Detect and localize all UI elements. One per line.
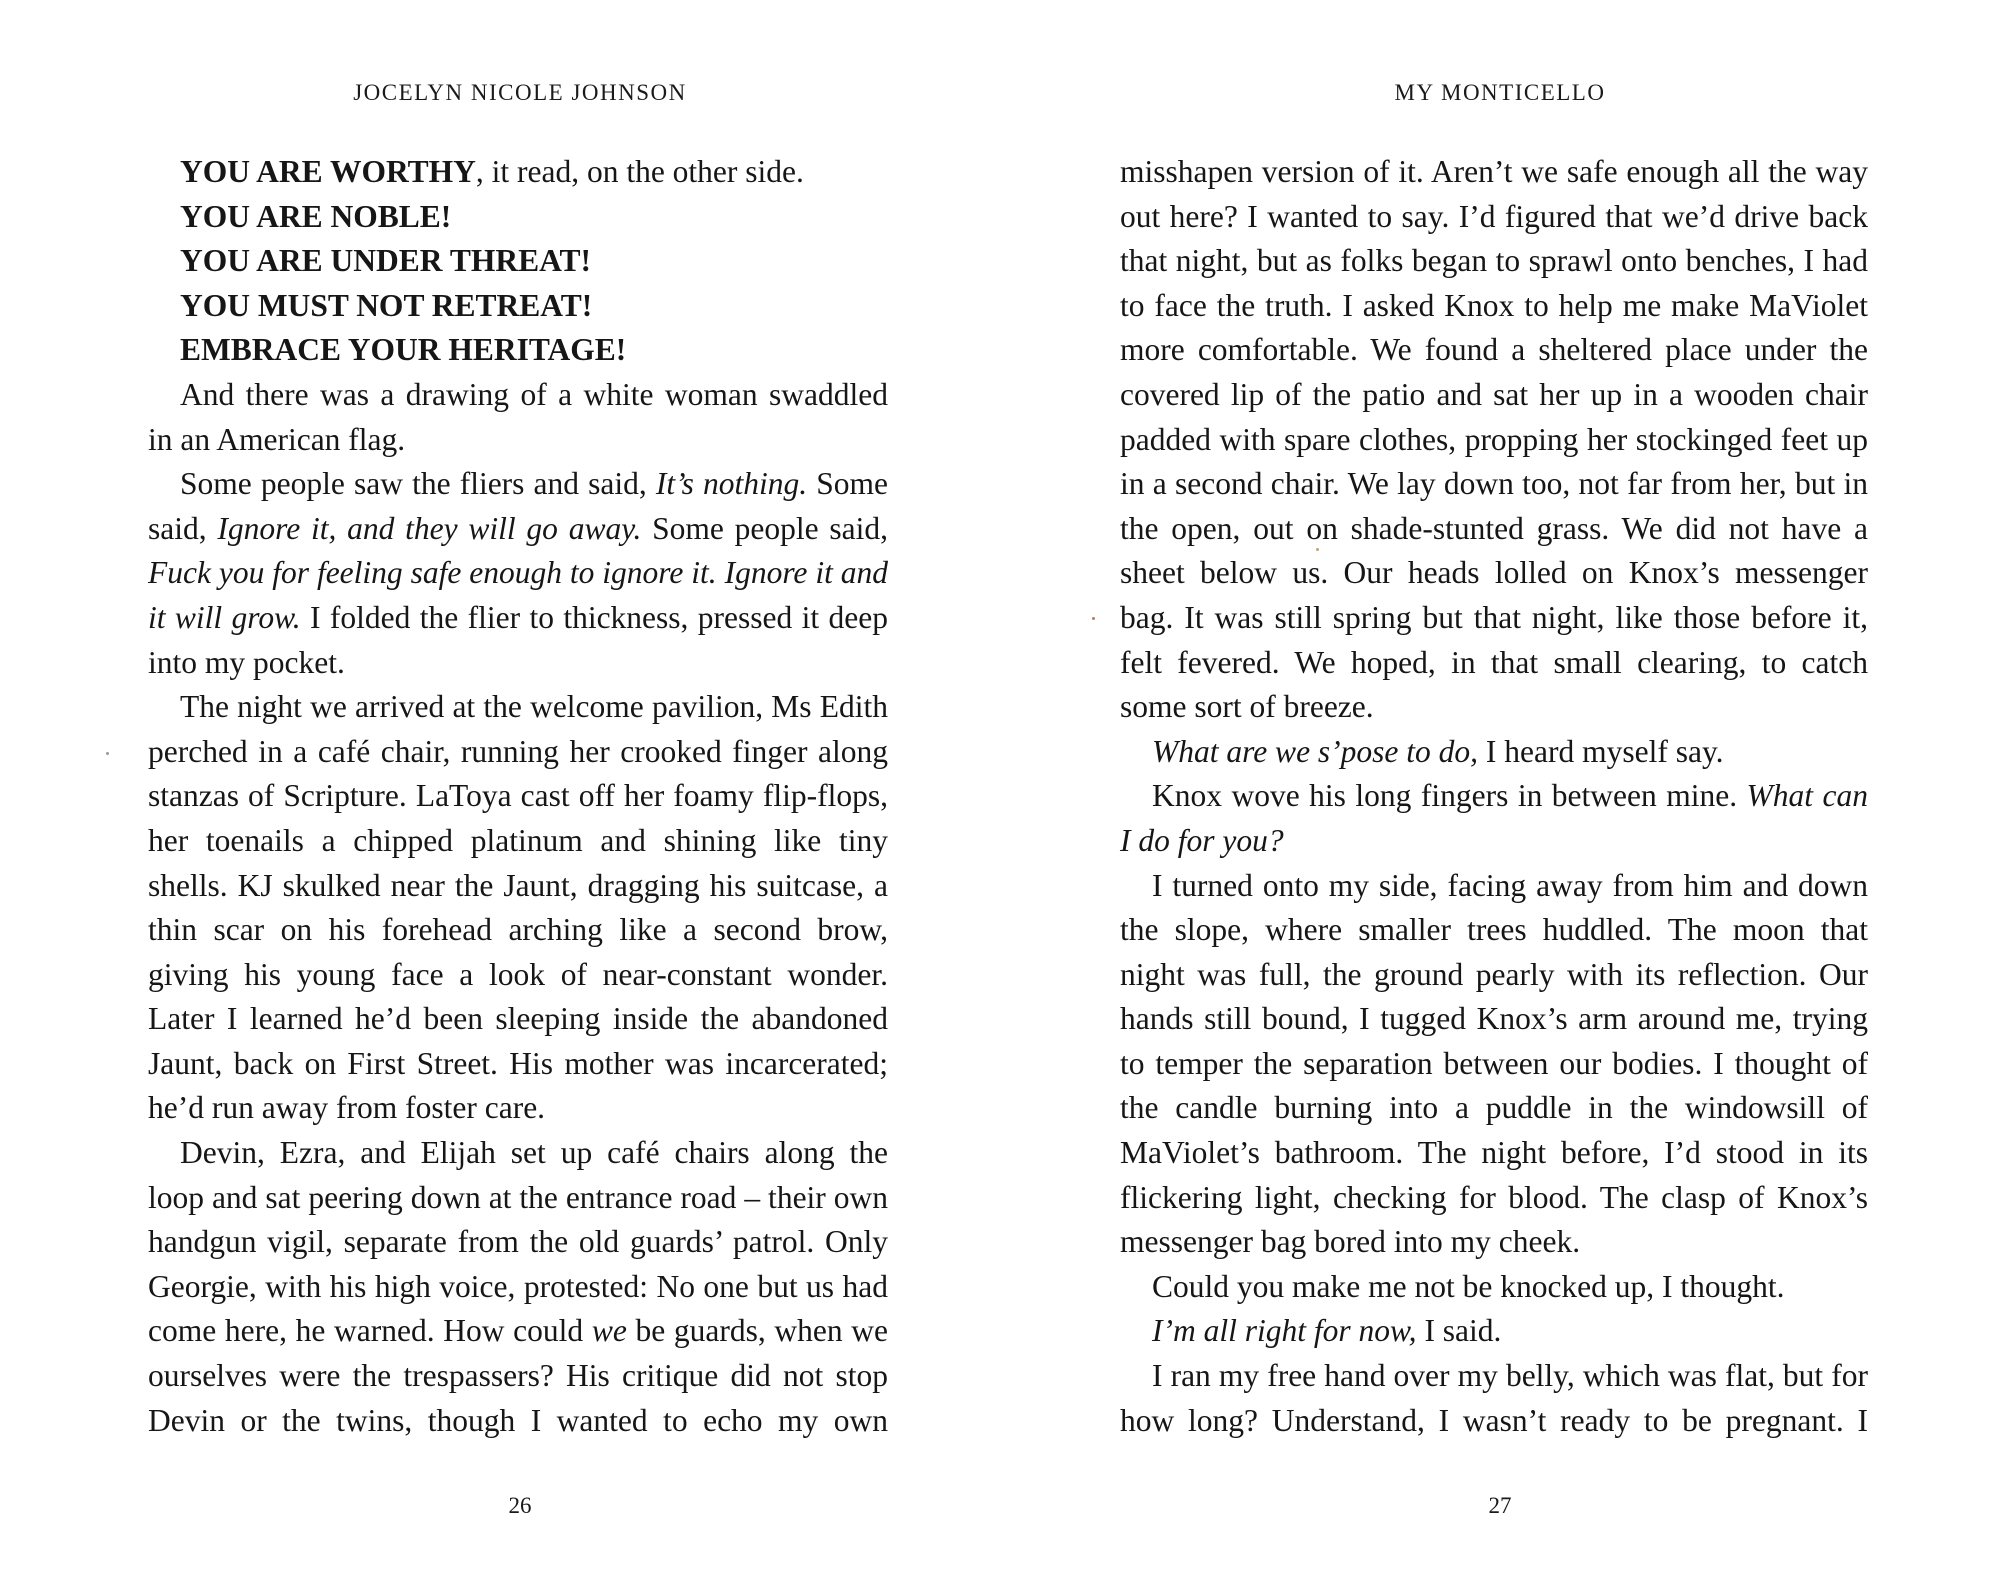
- paragraph: YOU MUST NOT RETREAT!: [180, 287, 593, 323]
- paragraph: Some people saw the fliers and said, It’s nothing. Some said, Ignore it, and they will go away. Some people said, Fuck you for feeling safe enough to ignore it. Ignore it and it will grow. I folded the flier to thickness, pressed it deep into my pocket.: [148, 466, 888, 680]
- paragraph: YOU ARE NOBLE!: [180, 198, 452, 234]
- paragraph: YOU ARE UNDER THREAT!: [180, 243, 592, 279]
- page-number: 27: [1488, 1493, 1512, 1518]
- paragraph: The night we arrived at the welcome pavilion, Ms Edith perched in a café chair, running her crooked finger along stanzas of Scripture. LaToya cast off her foamy flip-flops, her toenails a chipped platinum and shining like tiny shells. KJ skulked near the Jaunt, dragging his suitcase, a thin scar on his forehead arching like a second brow, giving his young face a look of near-constant wonder. Later I learned he’d been sleeping inside the abandoned Jaunt, back on First Street. His mother was incarcerated; he’d run away from foster care.: [148, 689, 888, 1126]
- paragraph: Could you make me not be knocked up, I thought.: [1152, 1268, 1785, 1304]
- paragraph: EMBRACE YOUR HERITAGE!: [180, 332, 627, 368]
- paper-speck: [106, 752, 109, 755]
- right-page-body: [1120, 150, 1868, 1443]
- running-head-author: JOCELYN NICOLE JOHNSON: [353, 80, 687, 105]
- left-page-body: [148, 150, 888, 1443]
- paragraph: I turned onto my side, facing away from him and down the slope, where smaller trees huddled. The moon that night was full, the ground pearly with its reflection. Our hands still bound, I tugged Knox’s arm around me, trying to temper the separation between our bodies. I thought of the candle burning into a puddle in the windowsill of MaViolet’s bathroom. The night before, I’d stood in its flickering light, checking for blood. The clasp of Knox’s messenger bag bored into my cheek.: [1120, 867, 1868, 1260]
- paper-speck: [1316, 548, 1319, 551]
- running-head-title: MY MONTICELLO: [1394, 80, 1606, 105]
- paragraph: I’m all right for now, I said.: [1152, 1313, 1502, 1349]
- right-page: [1000, 0, 2000, 1576]
- page-number: 26: [508, 1493, 532, 1518]
- paragraph: Knox wove his long fingers in between mine. What can I do for you?: [1120, 778, 1868, 858]
- paragraph: misshapen version of it. Aren’t we safe enough all the way out here? I wanted to say. I’d figured that we’d drive back that night, but as folks began to sprawl onto benches, I had to face the truth. I asked Knox to help me make MaViolet more comfortable. We found a sheltered place under the covered lip of the patio and sat her up in a wooden chair padded with spare clothes, propping her stockinged feet up in a second chair. We lay down too, not far from her, but in the open, out on shade-stunted grass. We did not have a sheet below us. Our heads lolled on Knox’s messenger bag. It was still spring but that night, like those before it, felt fevered. We hoped, in that small clearing, to catch some sort of breeze.: [1120, 154, 1868, 725]
- paragraph: Devin, Ezra, and Elijah set up café chairs along the loop and sat peering down at the entrance road – their own handgun vigil, separate from the old guards’ patrol. Only Georgie, with his high voice, protested: No one but us had come here, he warned. How could we be guards, when we ourselves were the trespassers? His critique did not stop Devin or the twins, though I wanted to echo my own: [148, 1135, 889, 1438]
- paragraph: What are we s’pose to do, I heard myself say.: [1152, 733, 1724, 769]
- paper-speck: [1092, 617, 1095, 620]
- paragraph: And there was a drawing of a white woman swaddled in an American flag.: [148, 376, 888, 457]
- paragraph: I ran my free hand over my belly, which was flat, but for how long? Understand, I wasn’t ready to be pregnant. I: [1120, 1358, 1868, 1438]
- paragraph: YOU ARE WORTHY, it read, on the other side.: [180, 154, 804, 189]
